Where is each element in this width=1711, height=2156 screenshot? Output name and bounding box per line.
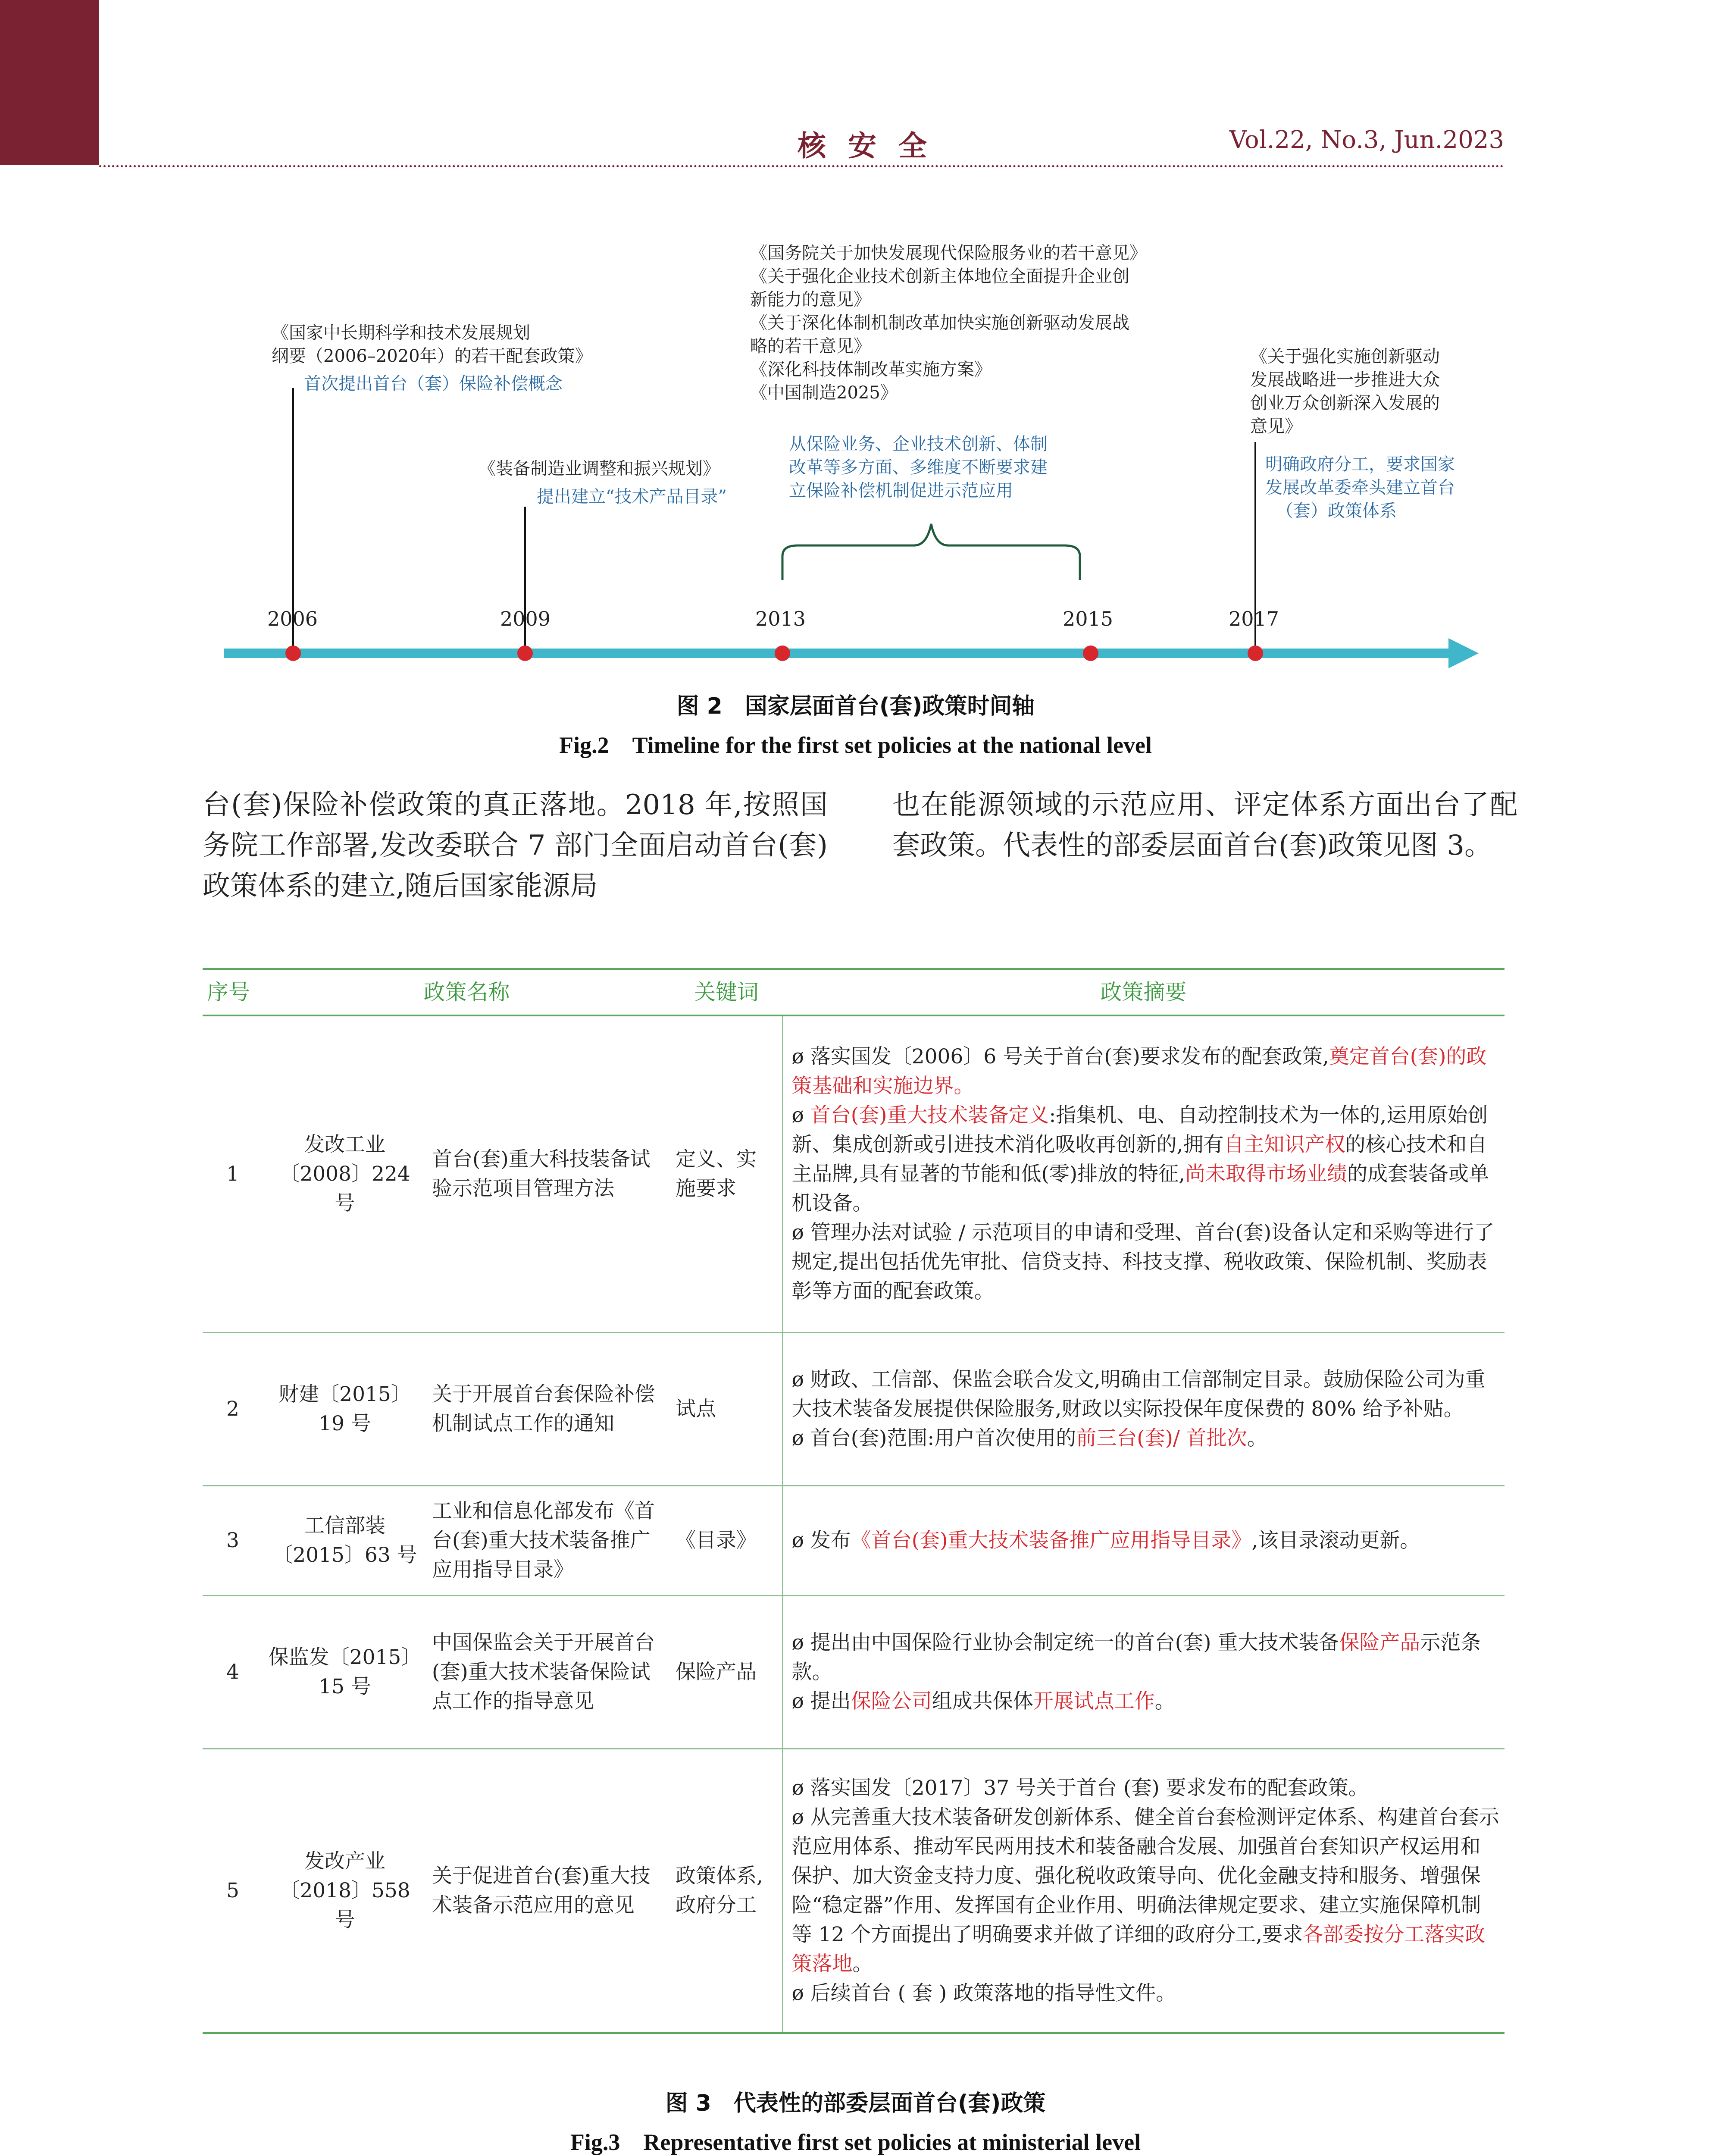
- event-2006-policy: 《国家中长期科学和技术发展规划: [272, 323, 530, 343]
- year-label: 2015: [1063, 607, 1114, 630]
- row-doc-number: 财建〔2015〕19 号: [263, 1332, 427, 1485]
- year-label: 2009: [500, 607, 551, 630]
- event-2013-policy: 《中国制造2025》: [750, 383, 898, 403]
- table-row: [203, 1332, 1505, 1485]
- row-policy-name: 关于开展首台套保险补偿机制试点工作的通知: [427, 1332, 670, 1485]
- event-2006-policy: 纲要（2006–2020年）的若干配套政策》: [272, 346, 592, 366]
- row-policy-name: 工业和信息化部发布《首台(套)重大技术装备推广应用指导目录》: [427, 1485, 670, 1595]
- timeline-arrowhead: [1448, 638, 1479, 668]
- summary-line: ø 落实国发〔2017〕37 号关于首台 (套) 要求发布的配套政策。: [791, 1776, 1369, 1800]
- row-number: 5: [203, 1749, 263, 2033]
- event-2013-policy: 新能力的意见》: [750, 290, 871, 310]
- event-2013-policy: 《国务院关于加快发展现代保险服务业的若干意见》: [750, 243, 1147, 263]
- event-2013-policy: 略的若干意见》: [750, 336, 871, 356]
- event-2017-policy: 创业万众创新深入发展的: [1250, 393, 1440, 413]
- marker-2006: [285, 646, 301, 661]
- row-keyword: 保险产品: [670, 1595, 782, 1749]
- summary-line: ø 从完善重大技术装备研发创新体系、健全首台套检测评定体系、构建首台套示范应用体系、推动军民两用技术和装备融合发展、加强首台套知识产权运用和保护、加大资金支持力度、强化税收政策导向、优化金融支持和服务、增强保险“稳定器”作用、发挥国有企业作用、明确法律规定要求、建立实施保障机制等 12 个方面提出了明确要求并做了详细的政府分工,要求各部委按分工落实政策落地。: [791, 1805, 1499, 1976]
- header-keyword: 关键词: [670, 969, 782, 1015]
- event-2006-note: 首次提出首台（套）保险补偿概念: [304, 374, 563, 394]
- summary-line: ø 首台(套)范围:用户首次使用的前三台(套)/ 首批次。: [791, 1426, 1267, 1450]
- event-2013-policy: 《深化科技体制改革实施方案》: [750, 360, 992, 379]
- figure2-caption-en: Fig.2 Timeline for the first set policies at the national level: [559, 732, 1152, 758]
- row-summary: [782, 1015, 1505, 1332]
- event-2013-note: 立保险补偿机制促进示范应用: [789, 481, 1013, 501]
- table-row: [203, 1595, 1505, 1749]
- header-summary: 政策摘要: [782, 969, 1505, 1015]
- table-row: [203, 1749, 1505, 2033]
- year-label: 2006: [267, 607, 318, 630]
- event-2017-policy: 发展战略进一步推进大众: [1250, 370, 1440, 390]
- event-2009-note: 提出建立“技术产品目录”: [537, 487, 727, 507]
- event-2013-note: 从保险业务、企业技术创新、体制: [789, 434, 1048, 454]
- row-number: 1: [203, 1015, 263, 1332]
- table-row: [203, 1015, 1505, 1332]
- year-label: 2013: [755, 607, 806, 630]
- row-policy-name: 中国保监会关于开展首台(套)重大技术装备保险试点工作的指导意见: [427, 1595, 670, 1749]
- summary-line: ø 管理办法对试验 / 示范项目的申请和受理、首台(套)设备认定和采购等进行了规定,提出包括优先审批、信贷支持、科技支撑、税收政策、保险机制、奖励表彰等方面的配套政策。: [791, 1220, 1495, 1303]
- marker-2015: [1083, 646, 1098, 661]
- row-summary: [782, 1485, 1505, 1595]
- row-summary: [782, 1595, 1505, 1749]
- summary-line: ø 后续首台 ( 套 ) 政策落地的指导性文件。: [791, 1981, 1176, 2005]
- journal-title: 核 安 全: [798, 129, 933, 163]
- event-2013-note: 改革等多方面、多维度不断要求建: [789, 458, 1048, 477]
- row-keyword: 政策体系,政府分工: [670, 1749, 782, 2033]
- event-2017-note: 发展改革委牵头建立首台: [1265, 478, 1455, 498]
- table-header-row: [203, 969, 1505, 1015]
- figure3-caption-zh: 图 3 代表性的部委层面首台(套)政策: [665, 2090, 1046, 2116]
- summary-line: ø 提出保险公司组成共保体开展试点工作。: [791, 1689, 1175, 1713]
- body-text-left: 台(套)保险补偿政策的真正落地。2018 年,按照国务院工作部署,发改委联合 7 部门全面启动首台(套)政策体系的建立,随后国家能源局: [203, 789, 828, 902]
- event-2009-policy: 《装备制造业调整和振兴规划》: [479, 459, 720, 479]
- summary-line: ø 提出由中国保险行业协会制定统一的首台(套) 重大技术装备保险产品示范条款。: [791, 1630, 1481, 1684]
- row-doc-number: 保监发〔2015〕15 号: [263, 1595, 427, 1749]
- row-number: 3: [203, 1485, 263, 1595]
- event-2017-policy: 《关于强化实施创新驱动: [1250, 347, 1440, 367]
- marker-2017: [1248, 646, 1263, 661]
- event-2017-policy: 意见》: [1250, 417, 1302, 436]
- summary-line: ø 落实国发〔2006〕6 号关于首台(套)要求发布的配套政策,奠定首台(套)的政策基础和实施边界。: [791, 1044, 1487, 1098]
- row-doc-number: 发改工业〔2008〕224 号: [263, 1015, 427, 1332]
- marker-2009: [517, 646, 533, 661]
- event-2017-note: 明确政府分工，要求国家: [1265, 454, 1455, 474]
- header-no: 序号: [203, 969, 263, 1015]
- brace-2013-2015: [782, 524, 1080, 580]
- journal-volume: Vol.22, No.3, Jun.2023: [1229, 126, 1504, 154]
- row-policy-name: 关于促进首台(套)重大技术装备示范应用的意见: [427, 1749, 670, 2033]
- row-doc-number: 发改产业〔2018〕558 号: [263, 1749, 427, 2033]
- row-number: 2: [203, 1332, 263, 1485]
- row-keyword: 《目录》: [670, 1485, 782, 1595]
- row-policy-name: 首台(套)重大科技装备试验示范项目管理方法: [427, 1015, 670, 1332]
- event-2017-note: （套）政策体系: [1276, 501, 1397, 521]
- row-doc-number: 工信部装〔2015〕63 号: [263, 1485, 427, 1595]
- body-text-right: 也在能源领域的示范应用、评定体系方面出台了配套政策。代表性的部委层面首台(套)政策见图 3。: [892, 789, 1517, 862]
- event-2013-policy: 《关于深化体制机制改革加快实施创新驱动发展战: [750, 313, 1129, 333]
- policy-table: [203, 968, 1505, 2034]
- year-label: 2017: [1229, 607, 1279, 630]
- row-number: 4: [203, 1595, 263, 1749]
- marker-2013: [775, 646, 790, 661]
- summary-line: ø 发布《首台(套)重大技术装备推广应用指导目录》,该目录滚动更新。: [791, 1528, 1420, 1552]
- row-summary: [782, 1749, 1505, 2033]
- summary-line: ø 首台(套)重大技术装备定义:指集机、电、自动控制技术为一体的,运用原始创新、集成创新或引进技术消化吸收再创新的,拥有自主知识产权的核心技术和自主品牌,具有显著的节能和低(零)排放的特征,尚未取得市场业绩的成套装备或单机设备。: [791, 1103, 1489, 1215]
- summary-line: ø 财政、工信部、保监会联合发文,明确由工信部制定目录。鼓励保险公司为重大技术装备发展提供保险服务,财政以实际投保年度保费的 80% 给予补贴。: [791, 1367, 1486, 1421]
- table-row: [203, 1485, 1505, 1595]
- figure3-caption-en: Fig.3 Representative first set policies at ministerial level: [570, 2129, 1141, 2155]
- event-2013-policy: 《关于强化企业技术创新主体地位全面提升企业创: [750, 266, 1129, 286]
- row-keyword: 试点: [670, 1332, 782, 1485]
- row-summary: [782, 1332, 1505, 1485]
- header-name: 政策名称: [263, 969, 670, 1015]
- figure2-caption-zh: 图 2 国家层面首台(套)政策时间轴: [676, 693, 1035, 719]
- row-keyword: 定义、实施要求: [670, 1015, 782, 1332]
